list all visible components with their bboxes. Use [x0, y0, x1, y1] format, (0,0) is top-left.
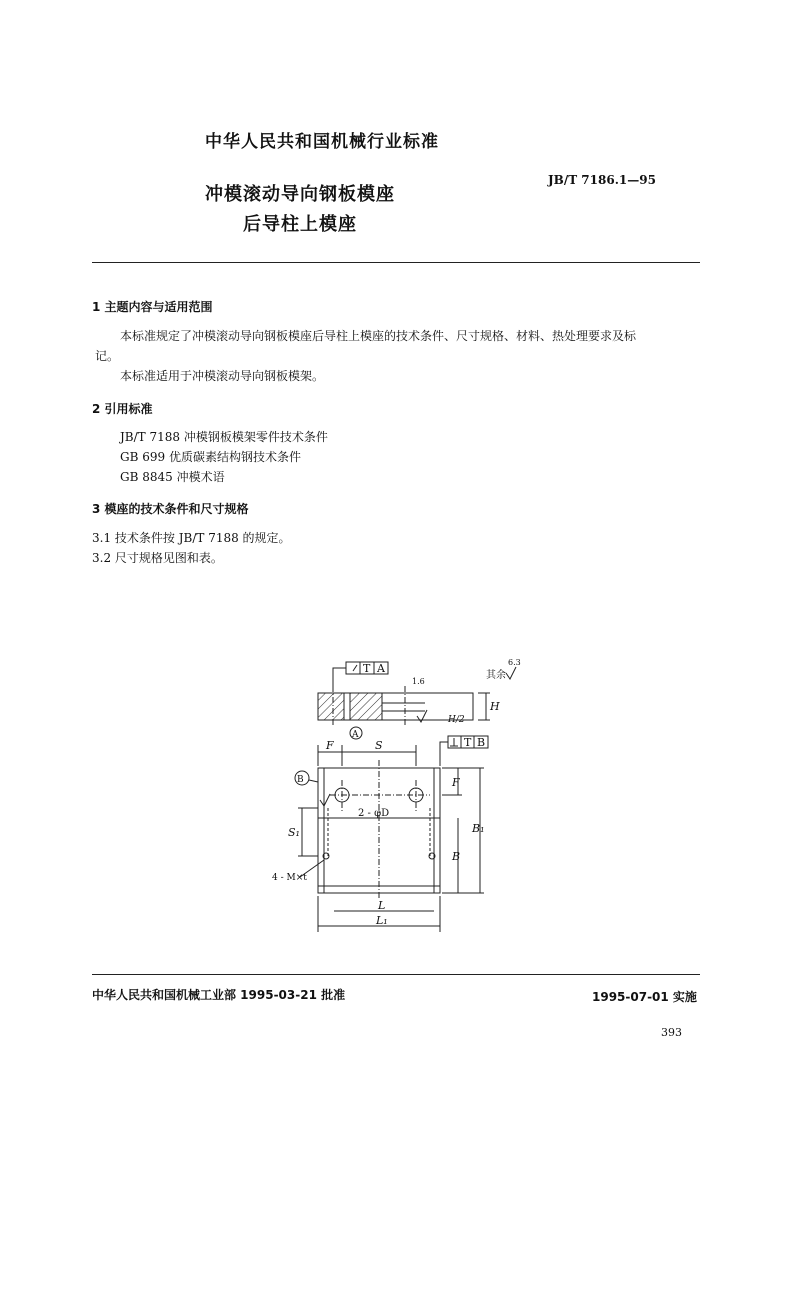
footer-rule	[92, 974, 700, 975]
section1-paragraph1: 本标准规定了冲模滚动导向钢板模座后导柱上模座的技术条件、尺寸规格、材料、热处理要求及标	[120, 329, 637, 343]
section1-paragraph2: 本标准适用于冲模滚动导向钢板模架。	[120, 369, 325, 383]
tol-frame-perp-t: T	[464, 736, 472, 749]
tol-frame-top-t: T	[363, 662, 371, 675]
datum-b: B	[297, 775, 304, 785]
tol-frame-top-ref: A	[377, 662, 385, 675]
doc-title-line2: 后导柱上模座	[243, 214, 357, 235]
dim-l1: L₁	[376, 914, 388, 927]
reference-item: JB/T 7188 冲模钢板模架零件技术条件	[120, 430, 328, 444]
section3-heading: 3 模座的技术条件和尺寸规格	[92, 502, 249, 516]
roughness-6-3: 6.3	[508, 658, 521, 667]
approval-info: 中华人民共和国机械工业部 1995-03-21 批准	[92, 988, 346, 1002]
section1-heading: 1 主题内容与适用范围	[92, 300, 213, 314]
section3-item1: 3.1 技术条件按 JB/T 7188 的规定。	[92, 531, 291, 545]
dim-h-half: H/2	[448, 715, 465, 725]
dim-s: S	[375, 739, 383, 752]
page-number: 393	[661, 1026, 682, 1039]
roughness-1-6: 1.6	[412, 677, 425, 686]
rest-roughness-label: 其余	[486, 670, 506, 681]
dim-b: B	[452, 850, 461, 863]
section2-heading: 2 引用标准	[92, 402, 153, 416]
reference-item: GB 8845 冲模术语	[120, 470, 225, 484]
datum-a: A	[352, 730, 359, 740]
dim-b1: B₁	[472, 822, 485, 835]
dim-f-side: F	[452, 776, 460, 789]
dim-s1: S₁	[288, 826, 300, 839]
dim-h: H	[490, 700, 500, 713]
dim-f: F	[326, 739, 334, 752]
holes-label: 2 - φD	[358, 808, 390, 819]
tol-frame-perp-ref: B	[477, 736, 486, 749]
standard-code: JB/T 7186.1—95	[548, 173, 656, 187]
threads-label: 4 - M×t	[272, 873, 307, 883]
reference-item: GB 699 优质碳素结构钢技术条件	[120, 450, 301, 464]
section1-paragraph1-cont: 记。	[95, 349, 120, 363]
section3-item2: 3.2 尺寸规格见图和表。	[92, 551, 223, 565]
implementation-date: 1995-07-01 实施	[592, 990, 697, 1004]
doc-title-line1: 冲模滚动导向钢板模座	[205, 184, 395, 205]
dim-l: L	[378, 899, 386, 912]
standard-name: 中华人民共和国机械行业标准	[205, 132, 439, 152]
